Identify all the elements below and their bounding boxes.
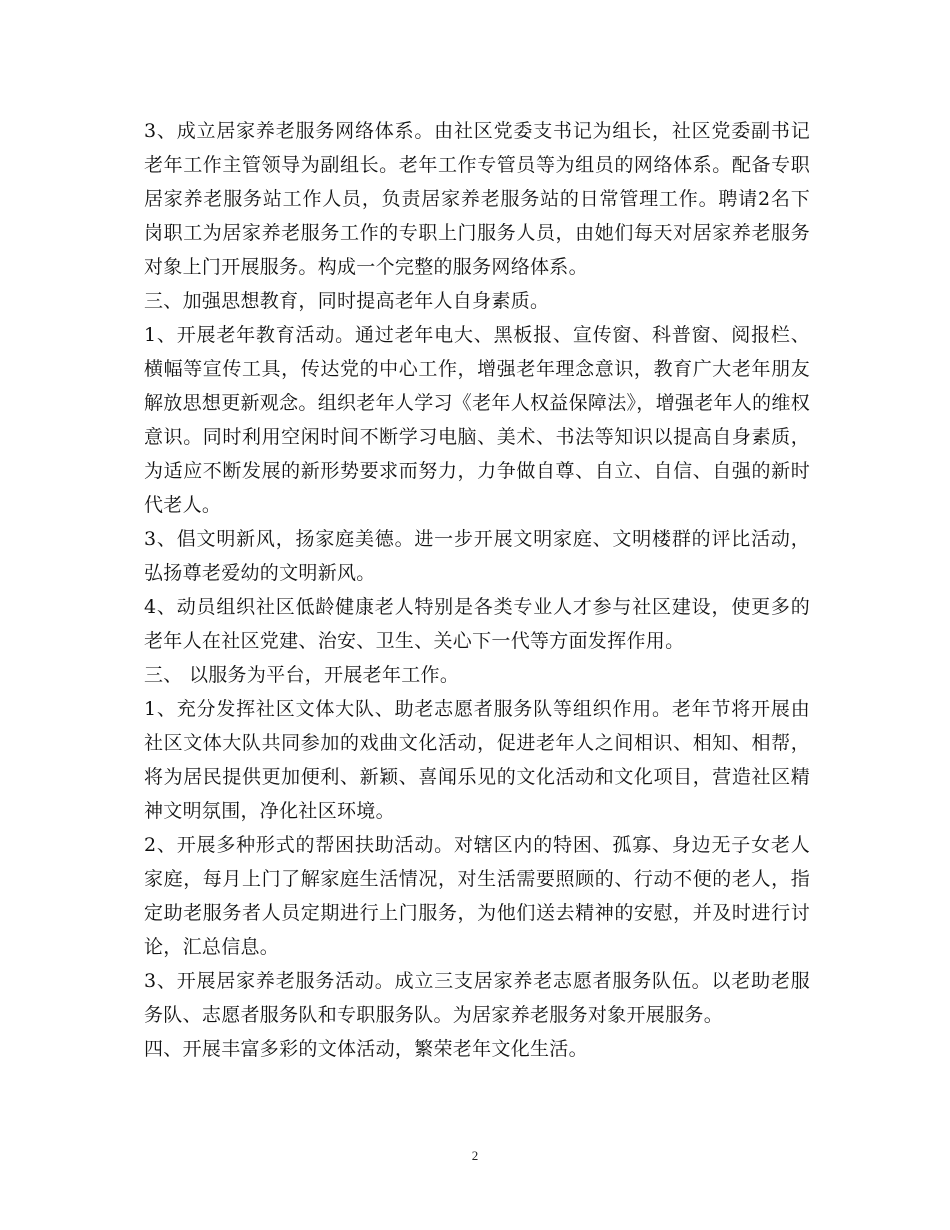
paragraph-cultural-teams: 1、充分发挥社区文体大队、助老志愿者服务队等组织作用。老年节将开展由社区文体大队共同参加的戏曲文化活动，促进老年人之间相识、相知、相帮，将为居民提供更加便利、新颖、喜闻乐见的文化活动和文化项目，营造社区精神文明氛围，净化社区环境。 xyxy=(144,698,810,822)
heading-ideological-education: 三、加强思想教育，同时提高老年人自身素质。 xyxy=(144,290,550,312)
paragraph-network-system: 3、成立居家养老服务网络体系。由社区党委支书记为组长，社区党委副书记老年工作主管领导为副组长。老年工作专管员等为组员的网络体系。配备专职居家养老服务站工作人员，负责居家养老服务站的日常管理工作。聘请2名下岗职工为居家养老服务工作的专职上门服务人员，由她们每天对居家养老服务对象上门开展服务。构成一个完整的服务网络体系。 xyxy=(144,120,810,278)
paragraph-assistance-activities: 2、开展多种形式的帮困扶助活动。对辖区内的特困、孤寡、身边无子女老人家庭，每月上门了解家庭生活情况，对生活需要照顾的、行动不便的老人，指定助老服务者人员定期进行上门服务，为他们送去精神的安慰，并及时进行讨论，汇总信息。 xyxy=(144,834,810,958)
page-number: 2 xyxy=(471,1148,479,1163)
paragraph-elderly-education: 1、开展老年教育活动。通过老年电大、黑板报、宣传窗、科普窗、阅报栏、横幅等宣传工具，传达党的中心工作，增强老年理念意识，教育广大老年朋友解放思想更新观念。组织老年人学习《老年人权益保障法》，增强老年人的维权意识。同时利用空闲时间不断学习电脑、美术、书法等知识以提高自身素质，为适应不断发展的新形势要求而努力，力争做自尊、自立、自信、自强的新时代老人。 xyxy=(144,324,811,516)
paragraph-mobilize-elderly: 4、动员组织社区低龄健康老人特别是各类专业人才参与社区建设，使更多的老年人在社区党建、治安、卫生、关心下一代等方面发挥作用。 xyxy=(144,596,810,652)
heading-service-platform: 三、 以服务为平台，开展老年工作。 xyxy=(144,664,460,686)
heading-cultural-sports: 四、开展丰富多彩的文体活动，繁荣老年文化生活。 xyxy=(144,1038,588,1060)
paragraph-civilized-customs: 3、倡文明新风，扬家庭美德。进一步开展文明家庭、文明楼群的评比活动，弘扬尊老爱幼的文明新风。 xyxy=(144,528,810,584)
document-body xyxy=(144,114,810,1066)
paragraph-home-care-service: 3、开展居家养老服务活动。成立三支居家养老志愿者服务队伍。以老助老服务队、志愿者服务队和专职服务队。为居家养老服务对象开展服务。 xyxy=(144,970,810,1026)
